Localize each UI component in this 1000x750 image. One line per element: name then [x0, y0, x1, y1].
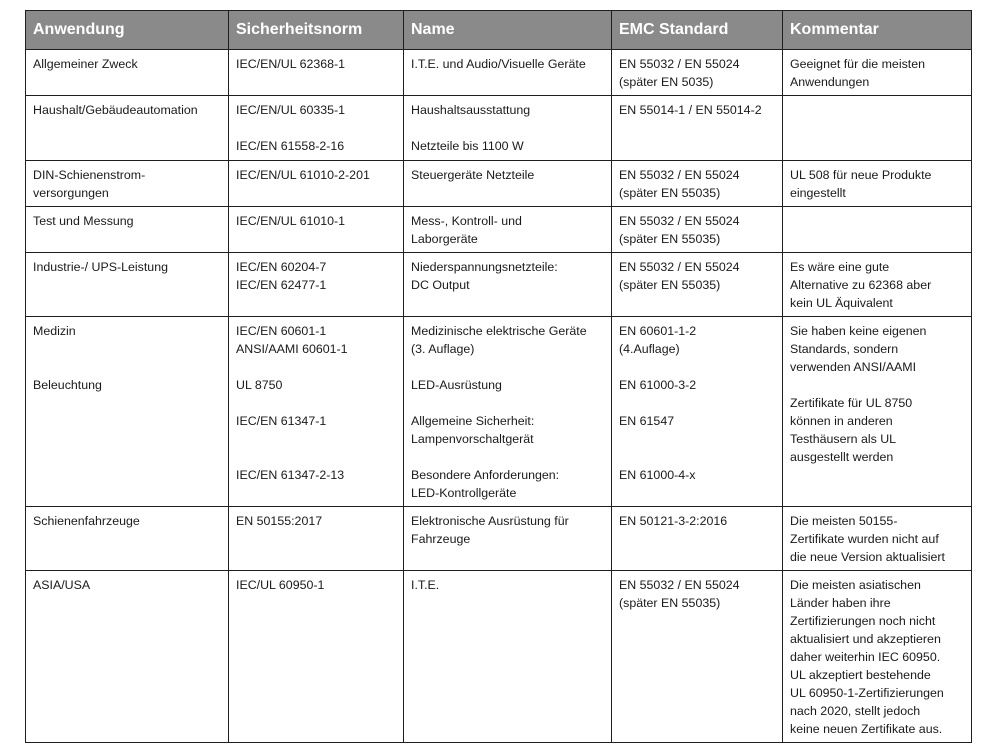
- cell-anwendung: ASIA/USA: [26, 571, 229, 743]
- table-row: [26, 317, 972, 507]
- cell-anwendung: DIN-Schienenstrom- versorgungen: [26, 161, 229, 207]
- cell-kommentar: [783, 96, 972, 161]
- cell-sicherheitsnorm: IEC/UL 60950-1: [229, 571, 404, 743]
- standards-table-container: [25, 10, 971, 743]
- cell-kommentar: Die meisten 50155- Zertifikate wurden nicht auf die neue Version aktualisiert: [783, 507, 972, 571]
- cell-anwendung: Allgemeiner Zweck: [26, 50, 229, 96]
- cell-anwendung: Industrie-/ UPS-Leistung: [26, 253, 229, 317]
- cell-emc: EN 60601-1-2 (4.Auflage) EN 61000-3-2 EN 61547 EN 61000-4-x: [612, 317, 783, 507]
- table-row: [26, 571, 972, 743]
- table-row: [26, 161, 972, 207]
- header-emc-standard: EMC Standard: [612, 11, 783, 50]
- cell-name: Elektronische Ausrüstung für Fahrzeuge: [404, 507, 612, 571]
- cell-kommentar: Sie haben keine eigenen Standards, sondern verwenden ANSI/AAMI Zertifikate für UL 8750 können in anderen Testhäusern als UL ausgestellt werden: [783, 317, 972, 507]
- cell-sicherheitsnorm: IEC/EN/UL 62368-1: [229, 50, 404, 96]
- cell-sicherheitsnorm: IEC/EN 60204-7 IEC/EN 62477-1: [229, 253, 404, 317]
- cell-anwendung: [26, 317, 229, 507]
- table-row: [26, 207, 972, 253]
- cell-sicherheitsnorm: IEC/EN/UL 60335-1 IEC/EN 61558-2-16: [229, 96, 404, 161]
- cell-kommentar: Geeignet für die meisten Anwendungen: [783, 50, 972, 96]
- header-name: Name: [404, 11, 612, 50]
- cell-sicherheitsnorm: IEC/EN/UL 61010-1: [229, 207, 404, 253]
- cell-sicherheitsnorm: IEC/EN/UL 61010-2-201: [229, 161, 404, 207]
- cell-name: Steuergeräte Netzteile: [404, 161, 612, 207]
- table-header-row: [26, 11, 972, 50]
- cell-name: Medizinische elektrische Geräte (3. Auflage) LED-Ausrüstung Allgemeine Sicherheit: Lampenvorschaltgerät Besondere Anforderungen: LED-Kontrollgeräte: [404, 317, 612, 507]
- cell-emc: EN 55032 / EN 55024 (später EN 55035): [612, 253, 783, 317]
- cell-emc: EN 50121-3-2:2016: [612, 507, 783, 571]
- cell-emc: EN 55032 / EN 55024 (später EN 55035): [612, 161, 783, 207]
- table-row: [26, 253, 972, 317]
- cell-name: I.T.E. und Audio/Visuelle Geräte: [404, 50, 612, 96]
- standards-table: [25, 10, 972, 743]
- header-anwendung: Anwendung: [26, 11, 229, 50]
- cell-emc: EN 55032 / EN 55024 (später EN 55035): [612, 207, 783, 253]
- cell-kommentar: Es wäre eine gute Alternative zu 62368 aber kein UL Äquivalent: [783, 253, 972, 317]
- cell-emc: EN 55032 / EN 55024 (später EN 55035): [612, 571, 783, 743]
- beleuchtung-label: Beleuchtung: [33, 378, 102, 392]
- cell-sicherheitsnorm: IEC/EN 60601-1 ANSI/AAMI 60601-1 UL 8750 IEC/EN 61347-1 IEC/EN 61347-2-13: [229, 317, 404, 507]
- cell-anwendung: Schienenfahrzeuge: [26, 507, 229, 571]
- cell-kommentar: UL 508 für neue Produkte eingestellt: [783, 161, 972, 207]
- cell-anwendung: Haushalt/Gebäudeautomation: [26, 96, 229, 161]
- cell-name: Mess-, Kontroll- und Laborgeräte: [404, 207, 612, 253]
- cell-name: I.T.E.: [404, 571, 612, 743]
- cell-name: Niederspannungsnetzteile: DC Output: [404, 253, 612, 317]
- cell-emc: EN 55032 / EN 55024 (später EN 5035): [612, 50, 783, 96]
- medizin-label: Medizin: [33, 324, 76, 338]
- table-row: [26, 96, 972, 161]
- table-row: [26, 507, 972, 571]
- header-sicherheitsnorm: Sicherheitsnorm: [229, 11, 404, 50]
- cell-emc: EN 55014-1 / EN 55014-2: [612, 96, 783, 161]
- cell-name: Haushaltsausstattung Netzteile bis 1100 W: [404, 96, 612, 161]
- cell-kommentar: [783, 207, 972, 253]
- cell-sicherheitsnorm: EN 50155:2017: [229, 507, 404, 571]
- table-row: [26, 50, 972, 96]
- cell-anwendung: Test und Messung: [26, 207, 229, 253]
- header-kommentar: Kommentar: [783, 11, 972, 50]
- cell-kommentar: Die meisten asiatischen Länder haben ihre Zertifizierungen noch nicht aktualisiert und akzeptieren daher weiterhin IEC 60950. UL akzeptiert bestehende UL 60950-1-Zertifizierungen nach 2020, stellt jedoch keine neuen Zertifikate aus.: [783, 571, 972, 743]
